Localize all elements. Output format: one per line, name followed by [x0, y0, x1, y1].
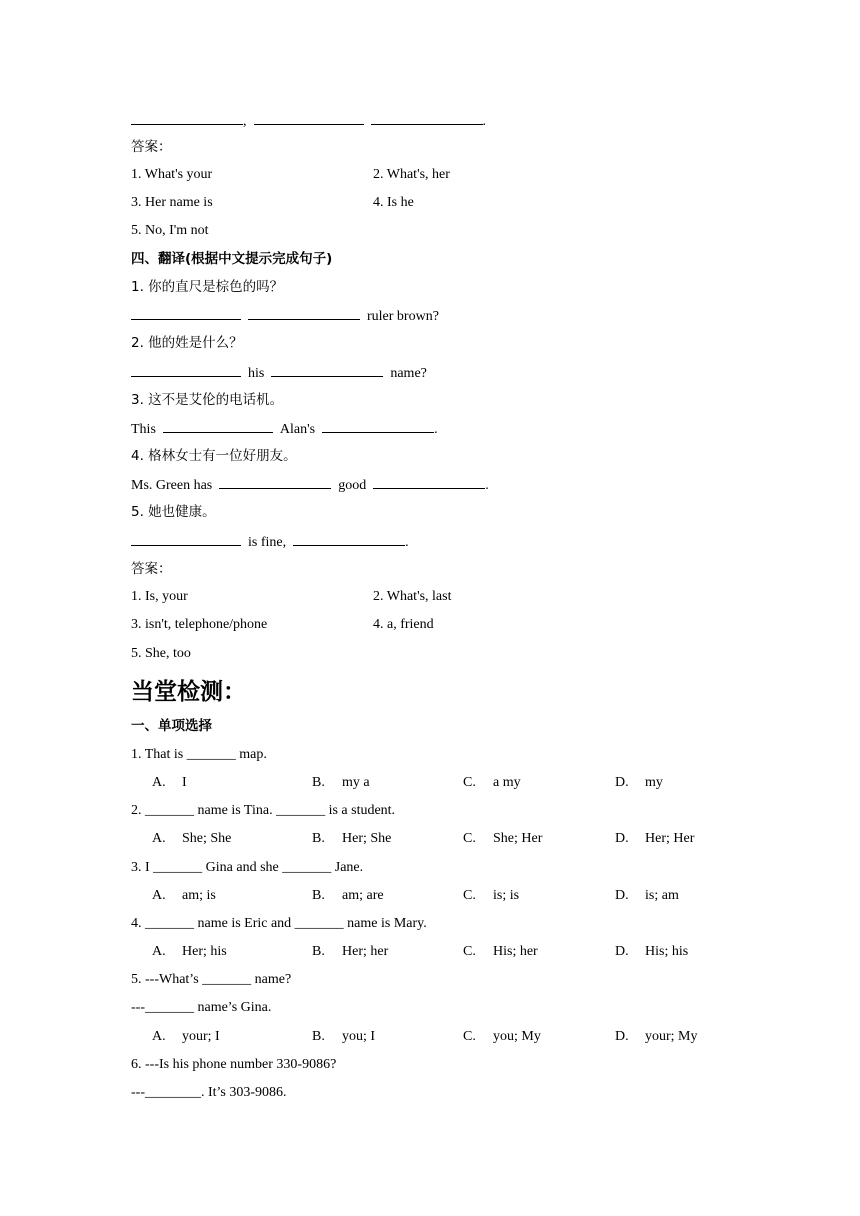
mc-option-b: B. you; I [312, 1029, 376, 1044]
answer-item: 2. What's, last [373, 589, 452, 604]
mc-stem: 4. _______ name is Eric and _______ name is Mary. [131, 916, 427, 931]
mc-option-a: A. am; is [152, 888, 216, 903]
answer-row [131, 165, 212, 185]
blank [322, 418, 434, 433]
mc-option-c: C. She; Her [463, 831, 543, 846]
mc-option-b: B. Her; She [312, 831, 392, 846]
question-text: . [405, 535, 409, 550]
mc-option-d: D. my [615, 775, 663, 790]
blank [248, 305, 360, 320]
blank [163, 418, 273, 433]
answer-item: 3. isn't, telephone/phone [131, 617, 268, 632]
mc-option-c: C. you; My [463, 1029, 541, 1044]
question-blanks [131, 305, 439, 325]
question-text: ruler brown? [367, 309, 439, 324]
answer-item: 2. What's, her [373, 167, 450, 182]
blank [131, 531, 241, 546]
answer-item: 3. Her name is [131, 195, 213, 210]
mc-stem-reply: ---________. It’s 303-9086. [131, 1085, 287, 1100]
question-text: his [248, 366, 265, 381]
sec3-blank-line: , . [131, 110, 486, 130]
mc-stem: 6. ---Is his phone number 330-9086? [131, 1057, 337, 1072]
answer-item: 1. What's your [131, 167, 213, 182]
question-cn: 3. 这不是艾伦的电话机。 [131, 392, 284, 408]
question-cn: 1. 你的直尺是棕色的吗？ [131, 279, 284, 295]
blank [371, 110, 483, 125]
mc-stem: 2. _______ name is Tina. _______ is a student. [131, 803, 396, 818]
mc-option-a: A. Her; his [152, 944, 227, 959]
question-blanks [131, 531, 409, 551]
sec3-end: . [482, 114, 486, 129]
mc-option-a: A. your; I [152, 1029, 220, 1044]
question-blanks [131, 362, 427, 382]
answer-item: 1. Is, your [131, 589, 188, 604]
question-text: is fine, [248, 535, 287, 550]
answer-label: 答案： [131, 139, 172, 155]
mc-option-d: D. His; his [615, 944, 689, 959]
answer-item: 4. Is he [373, 195, 414, 210]
question-cn: 4. 格林女士有一位好朋友。 [131, 448, 297, 464]
mc-option-c: C. His; her [463, 944, 538, 959]
mc-option-a: A. I [152, 775, 187, 790]
question-blanks [131, 418, 438, 438]
mc-option-d: D. your; My [615, 1029, 698, 1044]
question-text: Alan's [279, 422, 316, 437]
question-cn: 2. 他的姓是什么？ [131, 335, 243, 351]
question-text: This [131, 422, 156, 437]
mc-option-d: D. Her; Her [615, 831, 695, 846]
answer-item: 5. No, I'm not [131, 223, 209, 238]
blank [293, 531, 405, 546]
mc-stem: 1. That is _______ map. [131, 747, 267, 762]
question-text: . [485, 478, 489, 493]
mc-option-c: C. a my [463, 775, 521, 790]
mc-option-b: B. am; are [312, 888, 384, 903]
blank [131, 305, 241, 320]
mc-option-a: A. She; She [152, 831, 232, 846]
blank [131, 362, 241, 377]
blank [254, 110, 364, 125]
check-heading: 当堂检测： [131, 679, 246, 705]
question-text: . [434, 422, 438, 437]
mc-option-b: B. my a [312, 775, 370, 790]
question-text: Ms. Green has [131, 478, 213, 493]
mc-option-c: C. is; is [463, 888, 520, 903]
blank [219, 474, 331, 489]
blank [131, 110, 243, 125]
mc-option-d: D. is; am [615, 888, 679, 903]
mc-stem: 3. I _______ Gina and she _______ Jane. [131, 860, 364, 875]
section-title: 四、翻译(根据中文提示完成句子) [131, 251, 333, 267]
section-title: 一、单项选择 [131, 718, 212, 734]
question-text: good [338, 478, 367, 493]
mc-stem-reply: ---_______ name’s Gina. [131, 1000, 272, 1015]
answer-label: 答案： [131, 561, 172, 577]
question-cn: 5. 她也健康。 [131, 504, 216, 520]
blank [373, 474, 485, 489]
answer-item: 4. a, friend [373, 617, 434, 632]
answer-item: 5. She, too [131, 646, 191, 661]
question-text: name? [390, 366, 427, 381]
blank [271, 362, 383, 377]
mc-option-b: B. Her; her [312, 944, 389, 959]
question-blanks [131, 474, 489, 494]
mc-stem: 5. ---What’s _______ name? [131, 972, 292, 987]
